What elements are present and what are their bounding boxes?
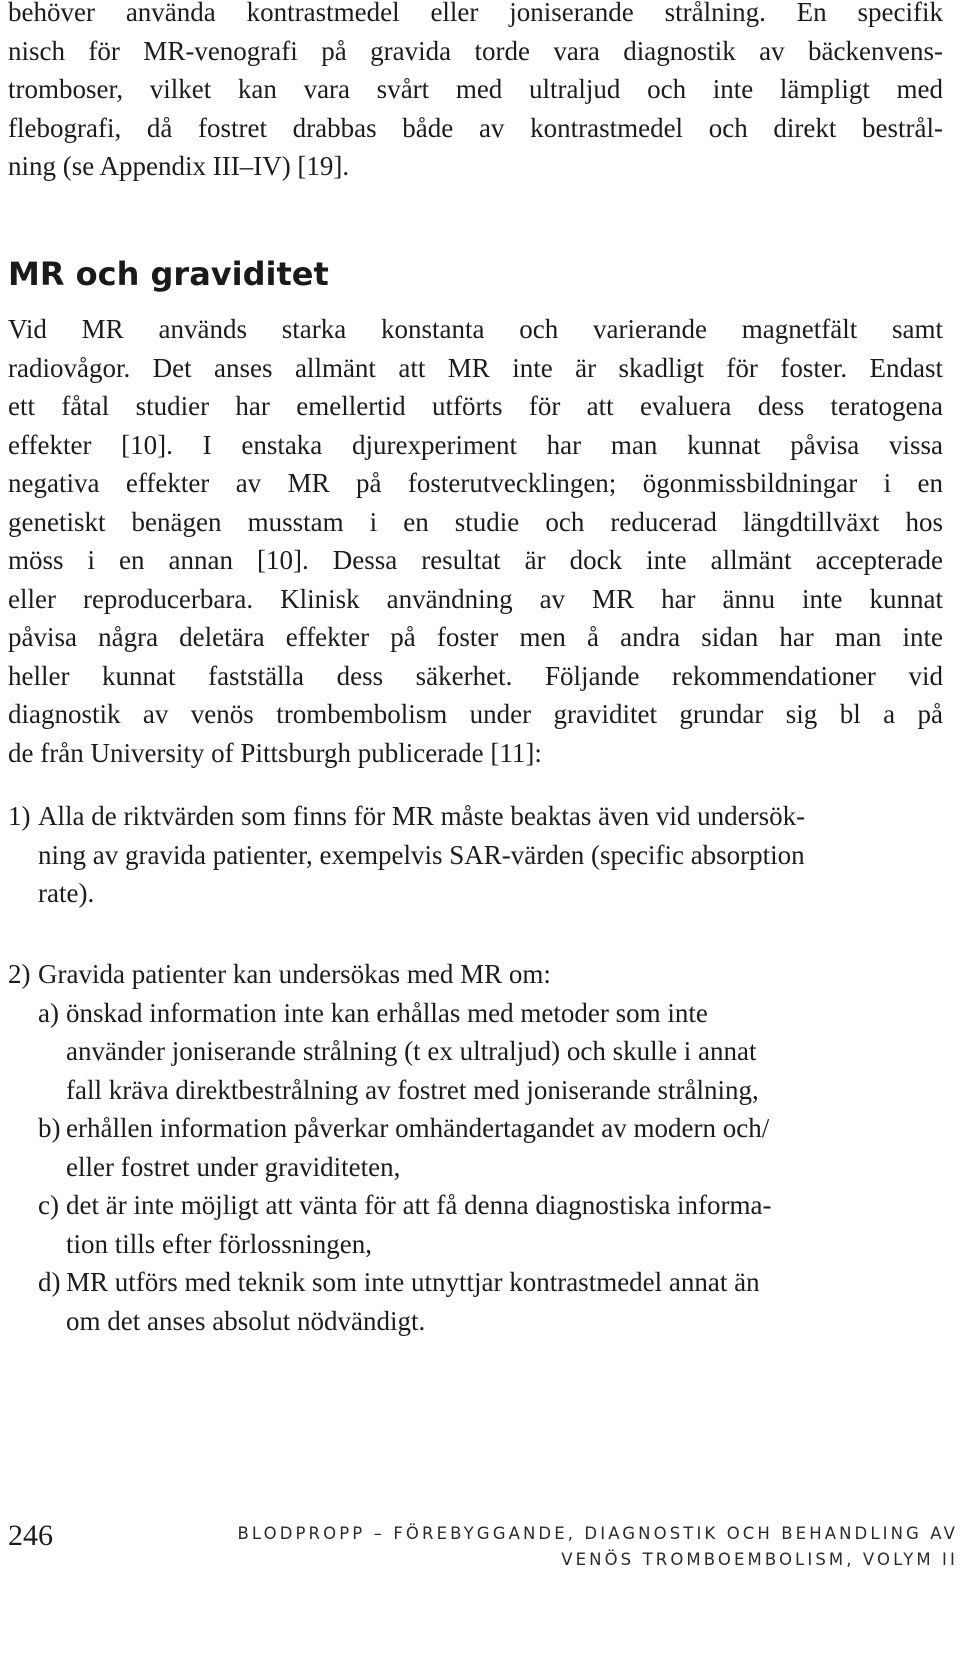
list-line: eller fostret under graviditeten, [66, 1151, 401, 1182]
paragraph-line: ning (se Appendix III–IV) [19]. [8, 151, 350, 181]
running-head-line: BLODPROPP – FÖREBYGGANDE, DIAGNOSTIK OCH BEHANDLING AV [237, 1524, 958, 1543]
paragraph-line: genetiskt benägen musstam i en studie och reducerad längdtillväxt hos [8, 506, 943, 537]
paragraph-line: eller reproducerbara. Klinisk användning av MR har ännu inte kunnat [8, 583, 943, 614]
list-number: 2) [8, 959, 31, 989]
paragraph-line: de från University of Pittsburgh publicerade [11]: [8, 737, 542, 768]
intro-paragraph [8, 0, 943, 186]
sub-list-text [8, 1263, 948, 1340]
paragraph-line: flebografi, då fostret drabbas både av kontrastmedel och direkt bestrål- [8, 112, 943, 143]
list-item-text [8, 955, 948, 994]
page-number: 246 [8, 1519, 53, 1552]
list-item-text [8, 797, 948, 913]
list-line: MR utförs med teknik som inte utnyttjar kontrastmedel annat än [66, 1267, 760, 1297]
page-footer [8, 1518, 958, 1578]
list-line: ning av gravida patienter, exempelvis SAR-värden (specific absorption [38, 839, 805, 870]
list-line: önskad information inte kan erhållas med metoder som inte [66, 997, 708, 1028]
sub-list-text [8, 994, 948, 1110]
list-line: tion tills efter förlossningen, [66, 1228, 372, 1259]
paragraph-line: negativa effekter av MR på fosterutvecklingen; ögonmissbildningar i en [8, 468, 943, 498]
sub-list-letter: c) [38, 1190, 59, 1220]
list-item [8, 955, 948, 994]
sub-list-item [8, 1263, 948, 1340]
running-head-line: VENÖS TROMBOEMBOLISM, VOLYM II [561, 1550, 958, 1569]
list-line: erhållen information påverkar omhändertagandet av modern och/ [66, 1113, 770, 1143]
list-line: det är inte möjligt att vänta för att få denna diagnostiska informa- [66, 1190, 772, 1220]
list-line: rate). [38, 878, 95, 908]
recommendation-list-item [8, 797, 948, 913]
paragraph-line: tromboser, vilket kan vara svårt med ultraljud och inte lämpligt med [8, 74, 943, 104]
recommendation-list-item [8, 955, 948, 1340]
paragraph-line: möss i en annan [10]. Dessa resultat är dock inte allmänt accepterade [8, 545, 943, 575]
paragraph-line: radiovågor. Det anses allmänt att MR inte är skadligt för foster. Endast [8, 352, 943, 383]
list-line: använder joniserande strålning (t ex ultraljud) och skulle i annat [66, 1036, 757, 1066]
paragraph-line: påvisa några deletära effekter på foster men å andra sidan har man inte [8, 622, 943, 652]
list-line: Gravida patienter kan undersökas med MR om: [38, 959, 551, 989]
section-heading: MR och graviditet [8, 255, 329, 293]
paragraph-line: Vid MR används starka konstanta och varierande magnetfält samt [8, 314, 943, 344]
list-number: 1) [8, 801, 31, 831]
paragraph-line: ett fåtal studier har emellertid utförts för att evaluera dess teratogena [8, 391, 943, 421]
paragraph-line: effekter [10]. I enstaka djurexperiment har man kunnat påvisa vissa [8, 429, 943, 460]
list-line: fall kräva direktbestrålning av fostret med joniserande strålning, [66, 1074, 759, 1105]
section-paragraph [8, 310, 943, 772]
sub-list-letter: a) [38, 997, 59, 1028]
paragraph-line: diagnostik av venös trombembolism under graviditet grundar sig bl a på [8, 699, 943, 729]
sub-list-item [8, 994, 948, 1110]
sub-list-text [8, 1186, 948, 1263]
paragraph-line: nisch för MR-venografi på gravida torde vara diagnostik av bäckenvens- [8, 35, 943, 66]
list-item [8, 797, 948, 913]
sub-list-letter: d) [38, 1267, 61, 1297]
sub-list-item [8, 1186, 948, 1263]
sub-list-text [8, 1109, 948, 1186]
sub-list-item [8, 1109, 948, 1186]
running-head [237, 1521, 958, 1573]
paragraph-line: heller kunnat fastställa dess säkerhet. Följande rekommendationer vid [8, 660, 943, 691]
sub-list-letter: b) [38, 1113, 61, 1143]
list-line: om det anses absolut nödvändigt. [66, 1305, 426, 1336]
list-line: Alla de riktvärden som finns för MR måste beaktas även vid undersök- [38, 801, 806, 831]
paragraph-line: behöver använda kontrastmedel eller joniserande strålning. En specifik [8, 0, 943, 27]
